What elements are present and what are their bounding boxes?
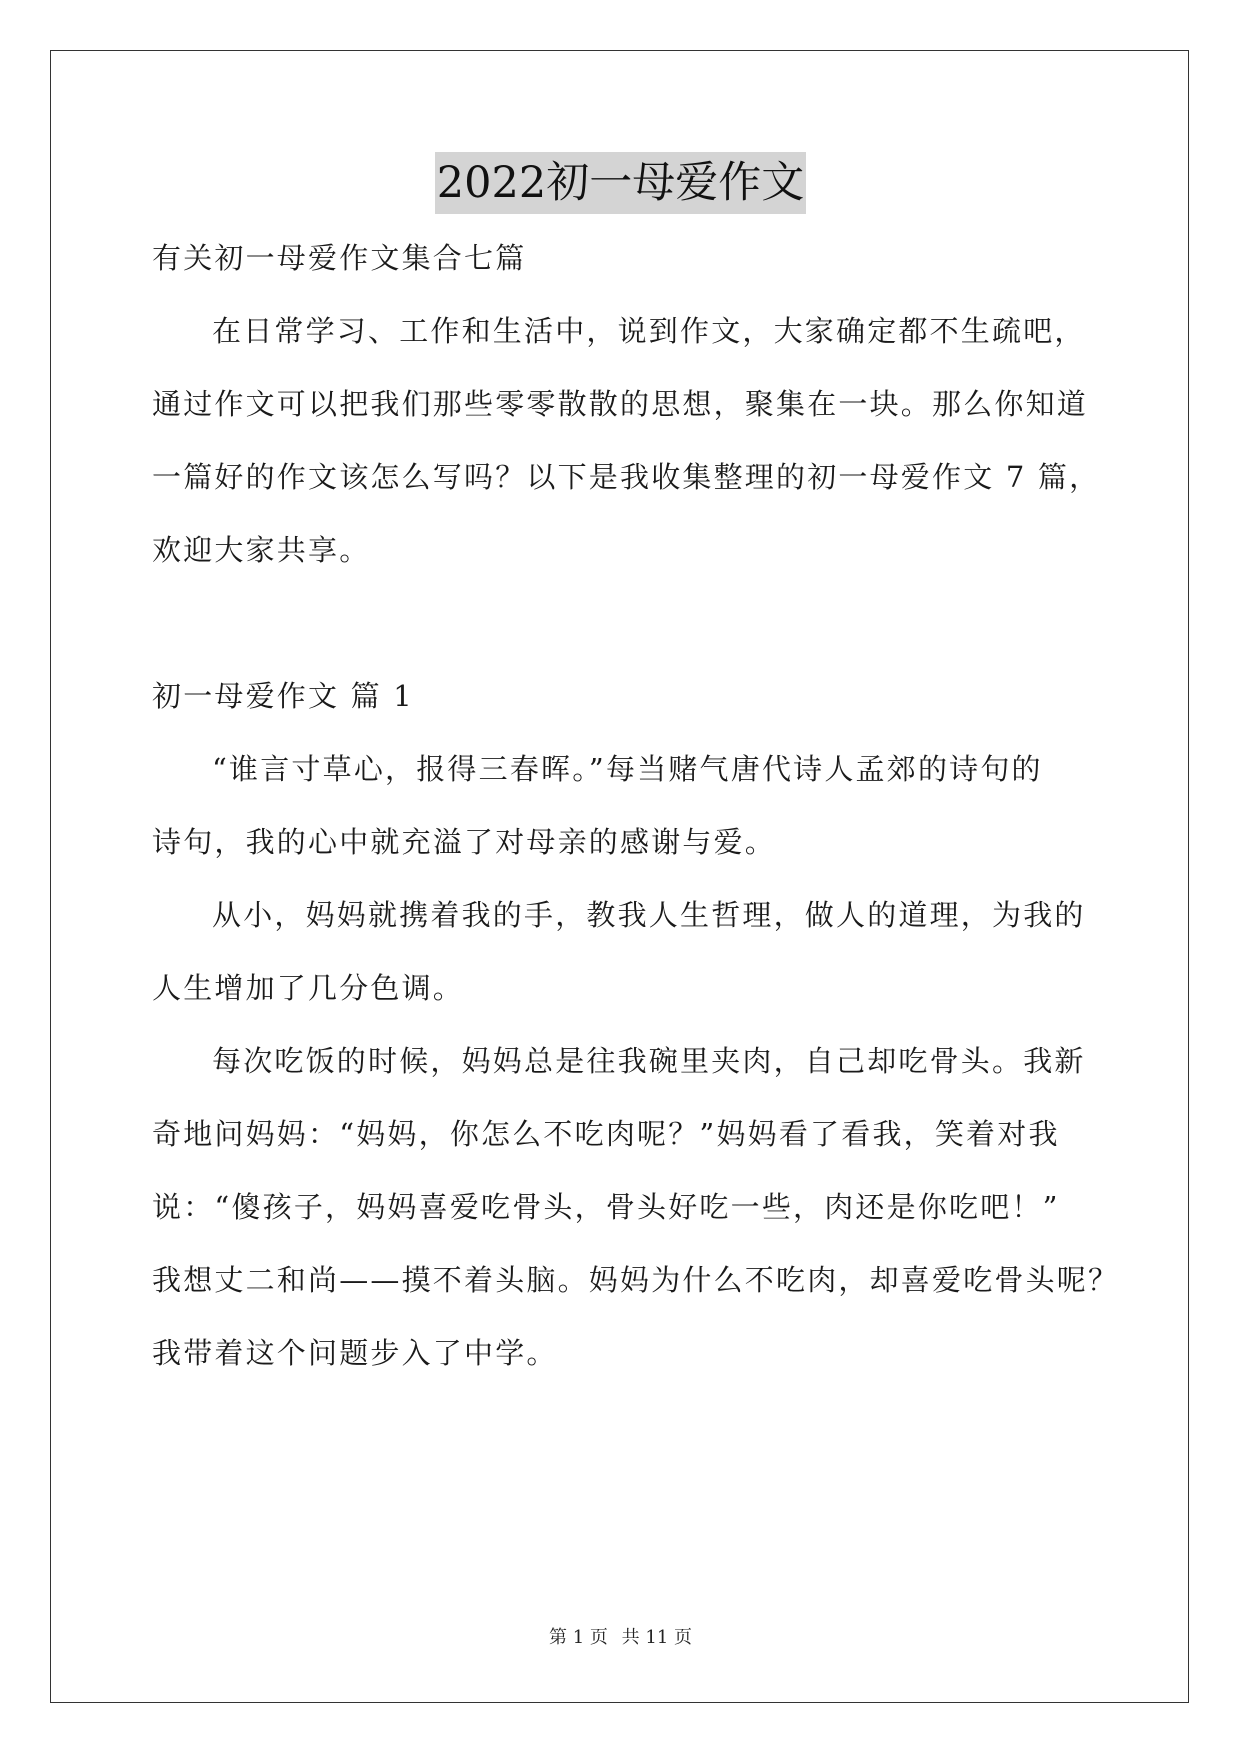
paragraph-line: 一篇好的作文该怎么写吗？以下是我收集整理的初一母爱作文 7 篇，: [152, 460, 1101, 494]
title-container: [0, 152, 1241, 214]
paragraph-line: 我带着这个问题步入了中学。: [152, 1336, 558, 1370]
paragraph-line: 说：“傻孩子，妈妈喜爱吃骨头，骨头好吃一些，肉还是你吃吧！”: [152, 1190, 1060, 1224]
section-heading: 初一母爱作文 篇 1: [152, 679, 414, 713]
page-number: 第 1 页: [549, 1627, 608, 1648]
paragraph-line: 从小，妈妈就携着我的手，教我人生哲理，做人的道理，为我的: [212, 898, 1086, 932]
paragraph-line: 通过作文可以把我们那些零零散散的思想，聚集在一块。那么你知道: [152, 387, 1089, 421]
subtitle-line: 有关初一母爱作文集合七篇: [152, 241, 527, 275]
paragraph-line: 欢迎大家共享。: [152, 533, 371, 567]
page-footer: [0, 1626, 1241, 1650]
paragraph-line: “谁言寸草心，报得三春晖。”每当赌气唐代诗人孟郊的诗句的: [212, 752, 1043, 786]
page-total: 共 11 页: [621, 1627, 692, 1648]
paragraph-line: 奇地问妈妈：“妈妈，你怎么不吃肉呢？”妈妈看了看我，笑着对我: [152, 1117, 1060, 1151]
paragraph-line: 每次吃饭的时候，妈妈总是往我碗里夹肉，自己却吃骨头。我新: [212, 1044, 1086, 1078]
paragraph-line: 在日常学习、工作和生活中，说到作文，大家确定都不生疏吧，: [212, 314, 1086, 348]
page-border: [50, 50, 1189, 1703]
paragraph-line: 人生增加了几分色调。: [152, 971, 465, 1005]
document-title: 2022初一母爱作文: [435, 152, 806, 214]
paragraph-line: 诗句，我的心中就充溢了对母亲的感谢与爱。: [152, 825, 777, 859]
paragraph-line: 我想丈二和尚——摸不着头脑。妈妈为什么不吃肉，却喜爱吃骨头呢？: [152, 1263, 1120, 1297]
